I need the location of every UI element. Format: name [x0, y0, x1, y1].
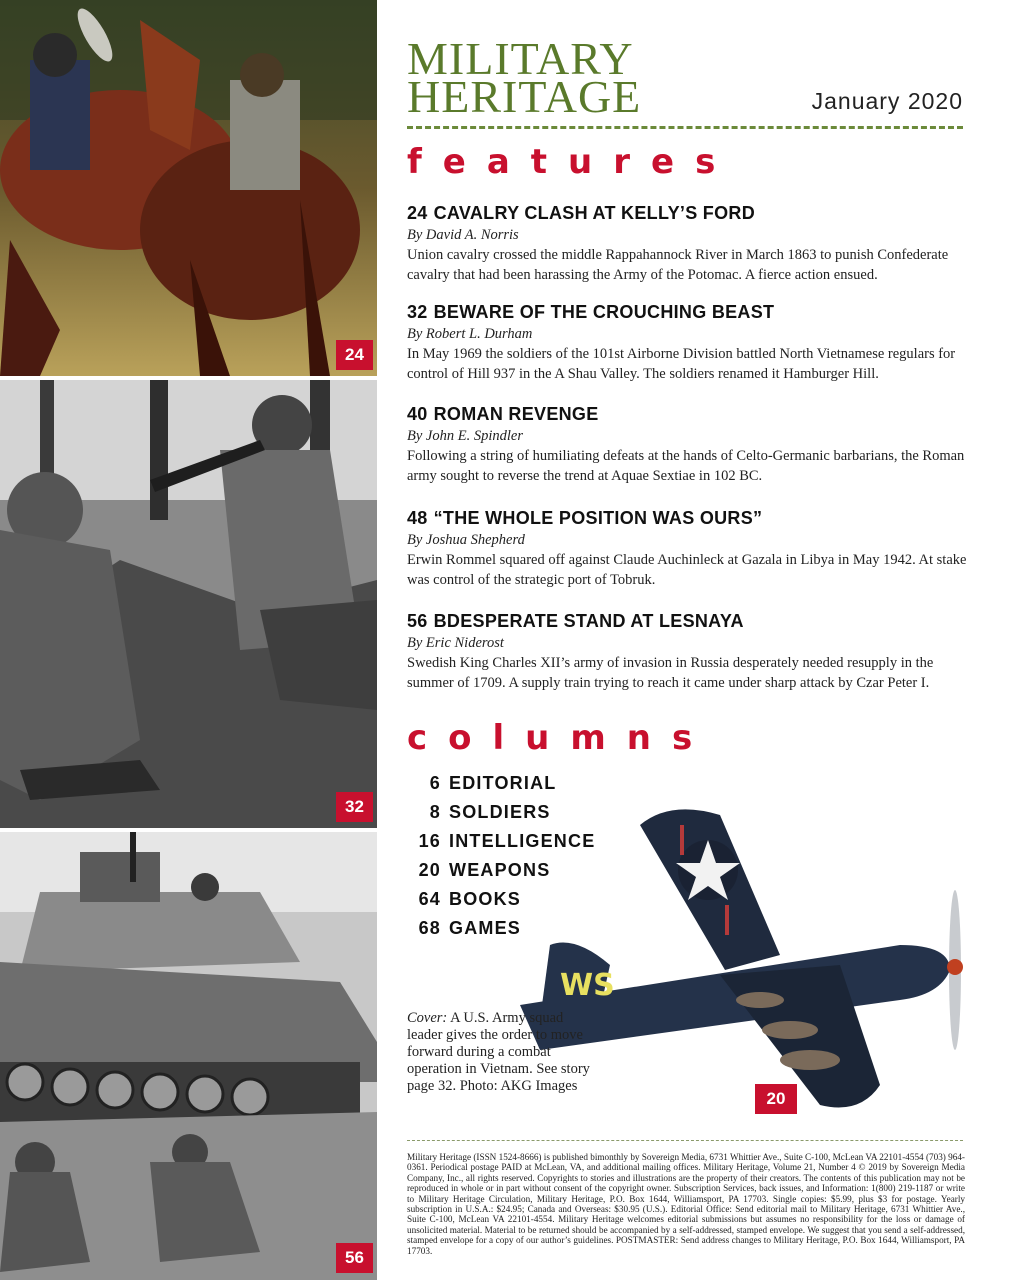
feature-item[interactable] [407, 203, 977, 285]
feature-byline: By Eric Niderost [407, 635, 504, 651]
page-number-badge: 32 [336, 792, 373, 822]
feature-page: 56 [407, 611, 428, 631]
columns-heading: columns [407, 718, 714, 758]
logo-line-2: HERITAGE [407, 71, 642, 122]
vietnam-soldiers-photo[interactable] [0, 380, 377, 828]
feature-title[interactable] [407, 404, 977, 425]
feature-title-text: BDESPERATE STAND AT LESNAYA [433, 611, 744, 631]
feature-item[interactable] [407, 611, 977, 693]
feature-title-text: CAVALRY CLASH AT KELLY’S FORD [433, 203, 756, 223]
feature-byline: By David A. Norris [407, 227, 519, 243]
feature-byline: By John E. Spindler [407, 428, 523, 444]
issue-date: January 2020 [811, 88, 963, 114]
column-title: WEAPONS [449, 860, 551, 880]
feature-desc: Union cavalry crossed the middle Rappahannock River in March 1863 to punish Confederate cavalry that had been harassing the Army of the Potomac. A fierce action ensued. [407, 247, 949, 283]
feature-item[interactable] [407, 302, 977, 384]
cover-label: Cover: [407, 1010, 448, 1026]
features-heading: features [407, 142, 737, 182]
column-title: INTELLIGENCE [449, 831, 596, 851]
page-number-badge: 20 [755, 1084, 797, 1114]
column-title: BOOKS [449, 889, 522, 909]
feature-page: 24 [407, 203, 428, 223]
feature-item[interactable] [407, 508, 977, 590]
masthead [407, 33, 967, 126]
page-number-badge: 56 [336, 1243, 373, 1273]
column-title: SOLDIERS [449, 802, 551, 822]
feature-title[interactable] [407, 508, 977, 529]
feature-title[interactable] [407, 611, 977, 632]
column-page: 16 [418, 831, 441, 851]
logo-line-1: MILITARY [407, 33, 634, 84]
feature-byline: By Robert L. Durham [407, 326, 533, 342]
page-number-badge: 24 [336, 340, 373, 370]
feature-page: 48 [407, 508, 428, 528]
column-page: 68 [418, 918, 441, 938]
feature-title-text: ROMAN REVENGE [433, 404, 599, 424]
publication-fine-print: Military Heritage (ISSN 1524-8666) is published bimonthly by Sovereign Media, 6731 Whittier Ave., Suite C-100, McLean VA 22101-4554 (703) 964-0361. Periodical postage PAID at McLean, VA, and additional mailing offices. Military Heritage, Volume 21, Number 4 © 2019 by Sovereign Media Company, Inc., all rights reserved. Copyrights to stories and illustrations are the property of their creators. The contents of this publication may not be reproduced in whole or in part without consent of the copyright owner. Subscription Services, back issues, and Information: 1(800) 219-1187 or write to Military Heritage Circulation, Military Heritage, P.O. Box 1644, Williamsport, PA 17703. Single copies: $5.99, plus $3 for postage. Yearly subscription in U.S.A.: $24.95; Canada and Overseas: $30.95 (U.S.). Editorial Office: Send editorial mail to Military Heritage, 6731 Whittier Ave., Suite C-100, McLean VA 22101-4554. Military Heritage welcomes editorial submissions but assumes no responsibility for the loss or damage of unsolicited material. Material to be returned should be accompanied by a self-addressed, stamped envelope. We suggest that you send a self-addressed, stamped envelope for a copy of our author’s guidelines. POSTMASTER: Send address changes to Military Heritage, P.O. Box 1644, Williamsport, PA 17703. [407, 1152, 965, 1256]
feature-desc: Swedish King Charles XII’s army of invasion in Russia desperately needed resupply in the summer of 1709. A supply train trying to reach it came under sharp attack by Czar Peter I. [407, 655, 934, 691]
column-title: GAMES [449, 918, 522, 938]
feature-title-text: BEWARE OF THE CROUCHING BEAST [433, 302, 775, 322]
feature-item[interactable] [407, 404, 977, 486]
column-item[interactable] [407, 769, 637, 798]
footer-divider [407, 1140, 963, 1141]
column-title: EDITORIAL [449, 773, 557, 793]
column-page: 20 [418, 860, 441, 880]
cover-caption [407, 1010, 597, 1095]
cover-text: A U.S. Army squad leader gives the order to move forward during a combat operation in Vietnam. See story page 32. Photo: AKG Images [407, 1010, 590, 1094]
feature-page: 32 [407, 302, 428, 322]
feature-page: 40 [407, 404, 428, 424]
panzer-tank-photo[interactable] [0, 832, 377, 1280]
feature-title[interactable] [407, 302, 977, 323]
plane-tail-marking: WS [560, 968, 615, 1003]
feature-title[interactable] [407, 203, 977, 224]
feature-desc: Following a string of humiliating defeats at the hands of Celto-Germanic barbarians, the Roman army sought to reverse the trend at Aquae Sextiae in 102 BC. [407, 448, 965, 484]
feature-byline: By Joshua Shepherd [407, 532, 525, 548]
feature-desc: Erwin Rommel squared off against Claude Auchinleck at Gazala in Libya in May 1942. At stake was control of the strategic port of Tobruk. [407, 552, 967, 588]
masthead-divider [407, 126, 963, 129]
feature-title-text: “THE WHOLE POSITION WAS OURS” [433, 508, 763, 528]
column-page: 8 [429, 802, 441, 822]
column-page: 6 [429, 773, 441, 793]
feature-desc: In May 1969 the soldiers of the 101st Airborne Division battled North Vietnamese regulars for control of Hill 937 in the A Shau Valley. The soldiers renamed it Hamburger Hill. [407, 346, 956, 382]
cavalry-painting-photo[interactable] [0, 0, 377, 376]
column-page: 64 [418, 889, 441, 909]
